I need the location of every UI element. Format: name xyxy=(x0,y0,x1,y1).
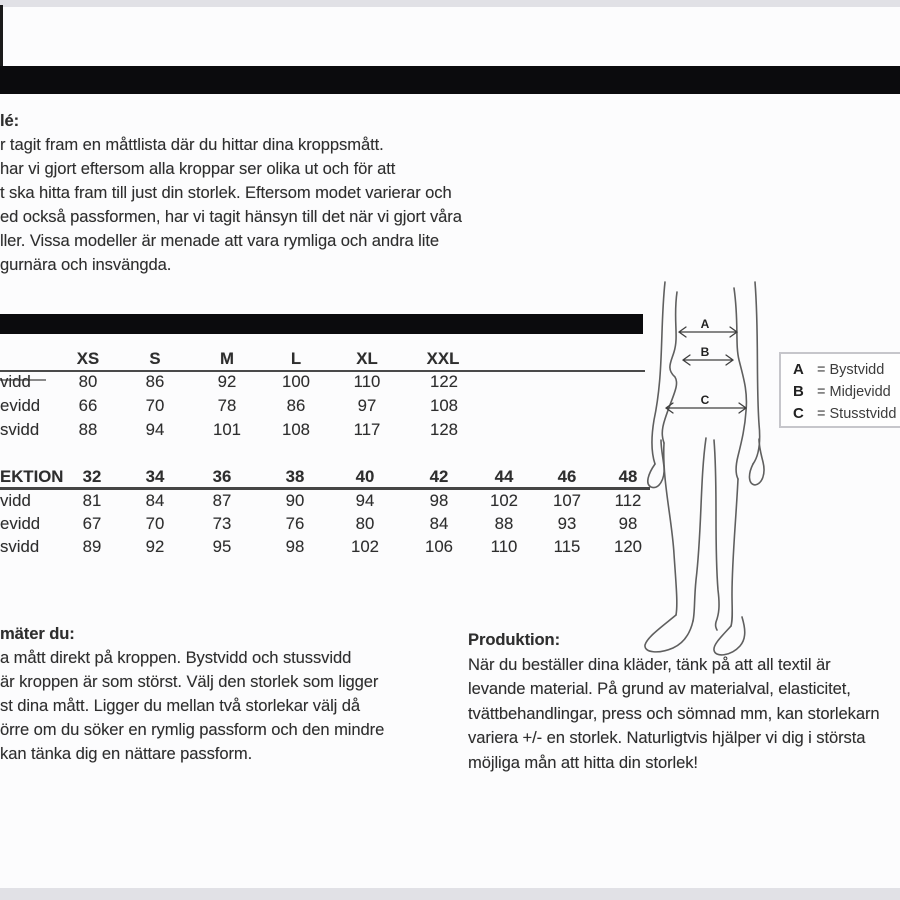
how-to-line: örre om du söker en rymlig passform och den mindre xyxy=(0,720,385,739)
intro-line: t ska hitta fram till just din storlek. Eftersom modet varierar och xyxy=(0,183,452,202)
legend-letter-a: A xyxy=(793,361,804,378)
row-label-waist: evidd xyxy=(0,396,41,415)
row-label-hip: svidd xyxy=(0,537,40,556)
legend-label-bust: = Bystvidd xyxy=(817,362,885,378)
cell: 120 xyxy=(614,537,642,556)
cell: 102 xyxy=(490,491,518,510)
row-label-bust: vidd xyxy=(0,372,31,391)
cell: 70 xyxy=(145,396,165,415)
intro-line: ller. Vissa modeller är menade att vara rymliga och andra lite xyxy=(0,231,439,250)
how-to-measure-section xyxy=(0,622,384,766)
top-edge-strip xyxy=(0,0,900,7)
intro-line: r tagit fram en måttlista där du hittar dina kroppsmått. xyxy=(0,135,384,154)
cell: 94 xyxy=(145,420,165,439)
cell: 87 xyxy=(212,491,232,510)
table-row xyxy=(0,491,660,515)
intro-line: ed också passformen, har vi tagit hänsyn till det när vi gjort våra xyxy=(0,207,462,226)
cell: 88 xyxy=(78,420,98,439)
col-header-40: 40 xyxy=(355,467,375,486)
how-to-line: kan tänka dig en nättare passform. xyxy=(0,744,253,763)
table-row xyxy=(0,420,660,444)
col-header-xs: XS xyxy=(76,349,100,368)
cell: 94 xyxy=(355,491,375,510)
cell: 98 xyxy=(285,537,305,556)
production-line: möjliga mån att hitta din storlek! xyxy=(468,752,698,772)
legend-label-waist: = Midjevidd xyxy=(817,384,891,400)
cell: 112 xyxy=(614,491,642,510)
table-kollektion-heading: EKTION xyxy=(0,467,64,486)
cell: 70 xyxy=(145,514,165,533)
table-kollektion-header-rule xyxy=(0,487,650,490)
intro-heading: lé: xyxy=(0,111,20,130)
cell: 100 xyxy=(282,372,310,391)
cell: 80 xyxy=(78,372,98,391)
production-line: När du beställer dina kläder, tänk på att all textil är xyxy=(468,654,831,674)
col-header-xxl: XXL xyxy=(426,349,460,368)
col-header-l: L xyxy=(290,349,302,368)
legend-letter-c: C xyxy=(793,405,804,422)
figure-label-a: A xyxy=(700,317,710,331)
cell: 76 xyxy=(285,514,305,533)
cell: 86 xyxy=(145,372,165,391)
cell: 66 xyxy=(78,396,98,415)
cell: 110 xyxy=(353,372,381,391)
cell: 93 xyxy=(557,514,577,533)
table-row xyxy=(0,537,660,561)
measurement-legend xyxy=(779,352,900,428)
cell: 95 xyxy=(212,537,232,556)
table-eu-title-bar xyxy=(0,314,643,334)
body-measurement-figure xyxy=(638,278,774,660)
header-black-bar xyxy=(0,66,900,94)
cell: 90 xyxy=(285,491,305,510)
intro-line: har vi gjort eftersom alla kroppar ser olika ut och för att xyxy=(0,159,396,178)
col-header-32: 32 xyxy=(82,467,102,486)
cell: 98 xyxy=(618,514,638,533)
figure-label-b: B xyxy=(700,345,710,359)
production-line: tvättbehandlingar, press och sömnad mm, kan storlekarn xyxy=(468,703,880,723)
how-to-line: a mått direkt på kroppen. Bystvidd och stussvidd xyxy=(0,648,352,667)
table-row xyxy=(0,396,660,420)
cell: 107 xyxy=(553,491,581,510)
row-label-bust: vidd xyxy=(0,491,31,510)
legend-label-hip: = Stusstvidd xyxy=(817,406,897,422)
col-header-48: 48 xyxy=(618,467,638,486)
col-header-36: 36 xyxy=(212,467,232,486)
intro-line: gurnära och insvängda. xyxy=(0,255,172,274)
cell: 92 xyxy=(145,537,165,556)
row-label-waist: evidd xyxy=(0,514,41,533)
cell: 128 xyxy=(430,420,458,439)
cell: 106 xyxy=(425,537,453,556)
cell: 115 xyxy=(553,537,581,556)
production-line: levande material. På grund av materialval, elasticitet, xyxy=(468,679,851,698)
production-heading: Produktion: xyxy=(468,630,560,649)
cell: 88 xyxy=(494,514,514,533)
cell: 80 xyxy=(355,514,375,533)
table-row xyxy=(0,514,660,538)
how-to-measure-heading: mäter du: xyxy=(0,624,75,643)
cell: 122 xyxy=(430,372,458,391)
cell: 102 xyxy=(351,537,379,556)
legend-item xyxy=(793,383,900,405)
cell: 101 xyxy=(213,420,241,439)
cell: 97 xyxy=(357,396,377,415)
col-header-42: 42 xyxy=(429,467,449,486)
col-header-38: 38 xyxy=(285,467,305,486)
how-to-line: är kroppen är som störst. Välj den storlek som ligger xyxy=(0,672,379,691)
bottom-edge-strip xyxy=(0,888,900,900)
col-header-xl: XL xyxy=(356,349,378,368)
figure-label-c: C xyxy=(700,393,710,407)
cell: 89 xyxy=(82,537,102,556)
col-header-44: 44 xyxy=(494,467,514,486)
cell: 108 xyxy=(430,396,458,415)
row-label-hip: svidd xyxy=(0,420,40,439)
production-section xyxy=(468,628,900,775)
legend-item xyxy=(793,361,900,383)
col-header-34: 34 xyxy=(145,467,165,486)
cell: 81 xyxy=(82,491,102,510)
col-header-46: 46 xyxy=(557,467,577,486)
legend-item xyxy=(793,405,900,427)
left-edge-sliver xyxy=(0,5,3,67)
cell: 84 xyxy=(429,514,449,533)
production-line: variera +/- en storlek. Naturligtvis hjälper vi dig i största xyxy=(468,728,866,747)
col-header-s: S xyxy=(149,349,161,368)
cell: 110 xyxy=(490,537,518,556)
cell: 86 xyxy=(286,396,306,415)
cell: 117 xyxy=(353,420,381,439)
cell: 73 xyxy=(212,514,232,533)
legend-letter-b: B xyxy=(793,383,804,400)
how-to-line: st dina mått. Ligger du mellan två storlekar välj då xyxy=(0,696,361,715)
intro-paragraph xyxy=(0,109,462,277)
cell: 92 xyxy=(217,372,237,391)
table-row xyxy=(0,372,660,396)
cell: 78 xyxy=(217,396,237,415)
cell: 67 xyxy=(82,514,102,533)
cell: 98 xyxy=(429,491,449,510)
col-header-m: M xyxy=(220,349,234,368)
cell: 108 xyxy=(282,420,310,439)
cell: 84 xyxy=(145,491,165,510)
